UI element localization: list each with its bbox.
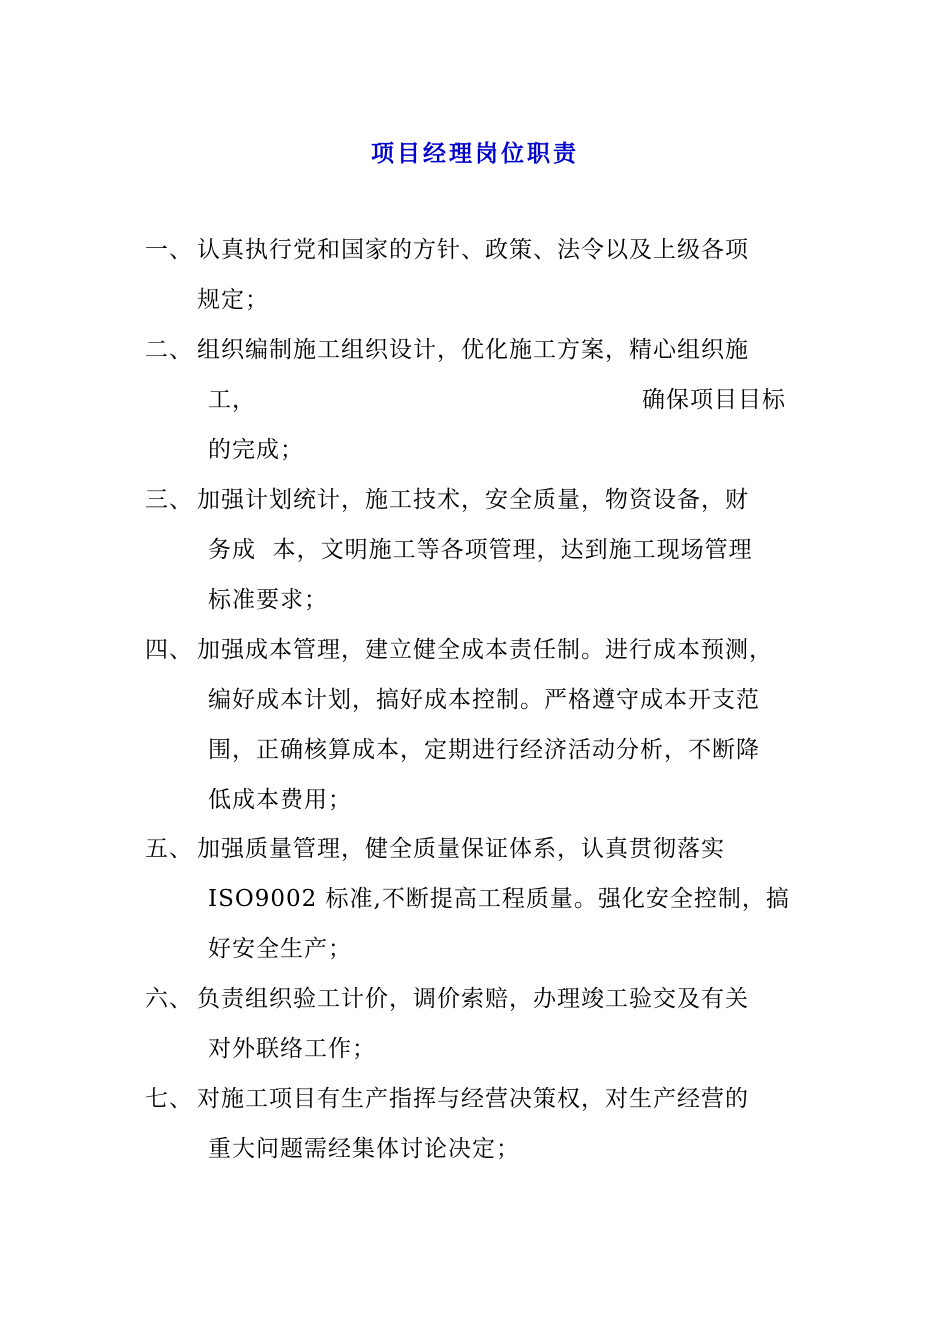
item-4-marker: 四、 [145,637,193,663]
item-3-line-1 [145,483,749,517]
item-7-line-2: 重大问题需经集体讨论决定； [208,1136,520,1162]
document-title: 项目经理岗位职责 [371,141,579,167]
item-1-text-1: 认真执行党和国家的方针、政策、法令以及上级各项 [197,237,749,263]
item-7-line-1 [145,1082,749,1116]
item-6-marker: 六、 [145,986,193,1012]
item-1-line-1 [145,233,749,267]
item-4-line-4: 低成本费用； [208,787,352,813]
item-3-text-1: 加强计划统计，施工技术，安全质量，物资设备，财 [197,487,749,513]
item-1-marker: 一、 [145,237,193,263]
item-6-text-1: 负责组织验工计价，调价索赔，办理竣工验交及有关 [197,986,749,1012]
item-5-text-1: 加强质量管理，健全质量保证体系，认真贯彻落实 [197,836,725,862]
item-5-line-2: ISO9002 标准,不断提高工程质量。强化安全控制，搞 [208,886,790,912]
item-6-line-2: 对外联络工作； [208,1036,376,1062]
item-1-line-2: 规定； [197,287,269,313]
item-6-line-1 [145,982,749,1016]
item-3-marker: 三、 [145,487,193,513]
item-4-line-1 [145,633,773,667]
item-7-marker: 七、 [145,1086,193,1112]
item-4-line-2: 编好成本计划，搞好成本控制。严格遵守成本开支范 [208,687,760,713]
item-3-line-3: 标准要求； [208,587,328,613]
item-2-line-2b: 确保项目目标 [642,387,786,413]
item-5-line-1 [145,832,725,866]
item-2-marker: 二、 [145,337,193,363]
item-3-line-2: 务成 本，文明施工等各项管理，达到施工现场管理 [208,537,753,563]
item-4-text-1: 加强成本管理，建立健全成本责任制。进行成本预测， [197,637,773,663]
item-5-marker: 五、 [145,836,193,862]
item-4-line-3: 围，正确核算成本，定期进行经济活动分析，不断降 [208,737,760,763]
item-7-text-1: 对施工项目有生产指挥与经营决策权，对生产经营的 [197,1086,749,1112]
item-5-line-3: 好安全生产； [208,936,352,962]
item-2-line-1 [145,333,749,367]
item-2-line-2: 工， [208,387,256,413]
item-2-text-1: 组织编制施工组织设计，优化施工方案，精心组织施 [197,337,749,363]
item-2-line-3: 的完成； [208,437,304,463]
